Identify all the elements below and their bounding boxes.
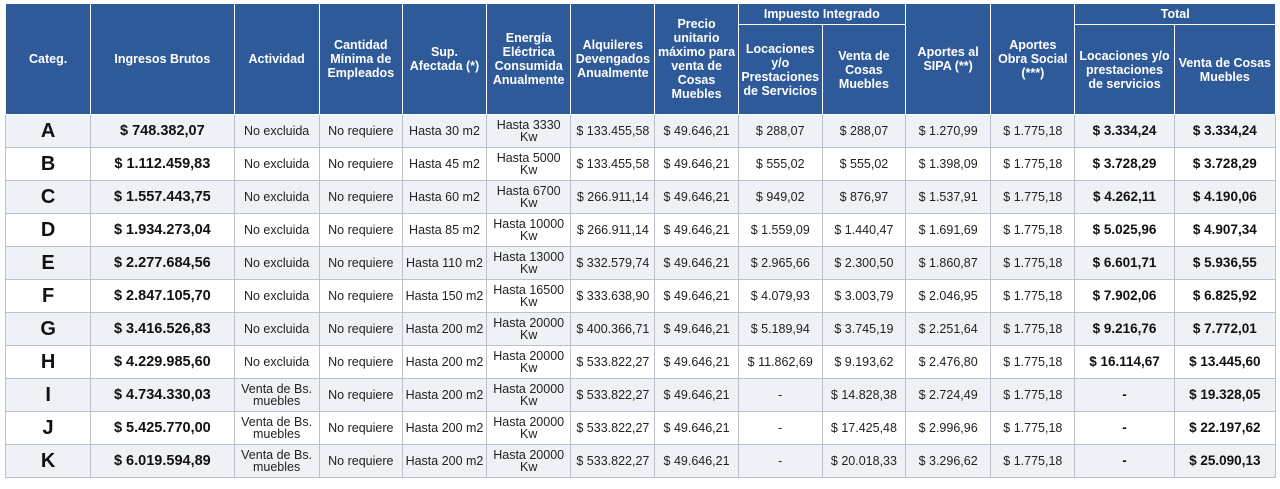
header-impuesto-integrado: Impuesto Integrado: [738, 4, 905, 25]
cell-precio: $ 49.646,21: [655, 280, 738, 313]
cell-sipa: $ 1.691,69: [906, 214, 991, 247]
cell-tot-venta: $ 13.445,60: [1174, 346, 1275, 379]
cell-categoria: B: [6, 148, 91, 181]
cell-precio: $ 49.646,21: [655, 313, 738, 346]
cell-tot-locaciones: -: [1075, 445, 1174, 478]
cell-categoria: D: [6, 214, 91, 247]
cell-tot-venta: $ 22.197,62: [1174, 412, 1275, 445]
cell-ingresos: $ 1.934.273,04: [91, 214, 234, 247]
cell-ingresos: $ 4.734.330,03: [91, 379, 234, 412]
cell-imp-locaciones: -: [738, 412, 822, 445]
cell-obra-social: $ 1.775,18: [991, 313, 1075, 346]
cell-actividad: Venta de Bs. muebles: [234, 412, 319, 445]
cell-obra-social: $ 1.775,18: [991, 379, 1075, 412]
cell-imp-venta: $ 2.300,50: [822, 247, 905, 280]
cell-empleados: No requiere: [319, 181, 402, 214]
cell-tot-locaciones: $ 6.601,71: [1075, 247, 1174, 280]
cell-actividad: No excluida: [234, 148, 319, 181]
table-row: [6, 115, 1276, 148]
cell-actividad: No excluida: [234, 280, 319, 313]
cell-categoria: C: [6, 181, 91, 214]
cell-ingresos: $ 1.112.459,83: [91, 148, 234, 181]
cell-sipa: $ 1.537,91: [906, 181, 991, 214]
cell-energia: Hasta 3330 Kw: [487, 115, 571, 148]
cell-obra-social: $ 1.775,18: [991, 346, 1075, 379]
header-imp-venta: Venta de Cosas Muebles: [822, 25, 905, 115]
cell-tot-venta: $ 7.772,01: [1174, 313, 1275, 346]
cell-ingresos: $ 4.229.985,60: [91, 346, 234, 379]
table-row: [6, 214, 1276, 247]
cell-categoria: F: [6, 280, 91, 313]
cell-ingresos: $ 6.019.594,89: [91, 445, 234, 478]
cell-energia: Hasta 20000 Kw: [487, 313, 571, 346]
cell-energia: Hasta 6700 Kw: [487, 181, 571, 214]
cell-ingresos: $ 748.382,07: [91, 115, 234, 148]
cell-categoria: J: [6, 412, 91, 445]
cell-precio: $ 49.646,21: [655, 181, 738, 214]
header-tot-venta: Venta de Cosas Muebles: [1174, 25, 1275, 115]
cell-tot-venta: $ 25.090,13: [1174, 445, 1275, 478]
cell-imp-venta: $ 1.440,47: [822, 214, 905, 247]
cell-empleados: No requiere: [319, 115, 402, 148]
cell-imp-venta: $ 555,02: [822, 148, 905, 181]
cell-alquileres: $ 533.822,27: [571, 445, 655, 478]
cell-tot-locaciones: $ 3.334,24: [1075, 115, 1174, 148]
cell-actividad: No excluida: [234, 313, 319, 346]
cell-sipa: $ 3.296,62: [906, 445, 991, 478]
cell-sipa: $ 1.270,99: [906, 115, 991, 148]
cell-imp-venta: $ 3.745,19: [822, 313, 905, 346]
header-precio: Precio unitario máximo para venta de Cosas Muebles: [655, 4, 738, 115]
cell-alquileres: $ 266.911,14: [571, 181, 655, 214]
cell-superficie: Hasta 30 m2: [402, 115, 486, 148]
cell-superficie: Hasta 45 m2: [402, 148, 486, 181]
cell-alquileres: $ 266.911,14: [571, 214, 655, 247]
table-row: [6, 379, 1276, 412]
cell-tot-locaciones: $ 3.728,29: [1075, 148, 1174, 181]
cell-empleados: No requiere: [319, 412, 402, 445]
cell-empleados: No requiere: [319, 148, 402, 181]
cell-imp-venta: $ 3.003,79: [822, 280, 905, 313]
cell-sipa: $ 2.724,49: [906, 379, 991, 412]
cell-tot-locaciones: -: [1075, 412, 1174, 445]
cell-obra-social: $ 1.775,18: [991, 115, 1075, 148]
cell-imp-venta: $ 14.828,38: [822, 379, 905, 412]
cell-empleados: No requiere: [319, 247, 402, 280]
header-total: Total: [1075, 4, 1276, 25]
cell-alquileres: $ 133.455,58: [571, 148, 655, 181]
cell-categoria: K: [6, 445, 91, 478]
cell-superficie: Hasta 200 m2: [402, 379, 486, 412]
cell-alquileres: $ 332.579,74: [571, 247, 655, 280]
cell-tot-locaciones: $ 4.262,11: [1075, 181, 1174, 214]
cell-ingresos: $ 2.847.105,70: [91, 280, 234, 313]
table-row: [6, 313, 1276, 346]
header-ingresos: Ingresos Brutos: [91, 4, 234, 115]
cell-energia: Hasta 5000 Kw: [487, 148, 571, 181]
cell-actividad: Venta de Bs. muebles: [234, 445, 319, 478]
cell-obra-social: $ 1.775,18: [991, 148, 1075, 181]
cell-actividad: No excluida: [234, 247, 319, 280]
table-body: [6, 115, 1276, 478]
cell-superficie: Hasta 85 m2: [402, 214, 486, 247]
cell-sipa: $ 1.860,87: [906, 247, 991, 280]
cell-imp-locaciones: -: [738, 445, 822, 478]
cell-energia: Hasta 10000 Kw: [487, 214, 571, 247]
cell-tot-venta: $ 3.728,29: [1174, 148, 1275, 181]
cell-superficie: Hasta 60 m2: [402, 181, 486, 214]
cell-energia: Hasta 20000 Kw: [487, 412, 571, 445]
cell-precio: $ 49.646,21: [655, 445, 738, 478]
cell-actividad: No excluida: [234, 214, 319, 247]
cell-alquileres: $ 533.822,27: [571, 379, 655, 412]
table-row: [6, 346, 1276, 379]
monotributo-table: [5, 3, 1276, 478]
cell-superficie: Hasta 110 m2: [402, 247, 486, 280]
cell-imp-venta: $ 876,97: [822, 181, 905, 214]
cell-imp-locaciones: $ 5.189,94: [738, 313, 822, 346]
cell-categoria: G: [6, 313, 91, 346]
cell-precio: $ 49.646,21: [655, 412, 738, 445]
cell-precio: $ 49.646,21: [655, 115, 738, 148]
cell-tot-venta: $ 6.825,92: [1174, 280, 1275, 313]
cell-empleados: No requiere: [319, 346, 402, 379]
cell-alquileres: $ 533.822,27: [571, 412, 655, 445]
table-header: [6, 4, 1276, 115]
cell-categoria: E: [6, 247, 91, 280]
cell-tot-locaciones: $ 7.902,06: [1075, 280, 1174, 313]
cell-actividad: Venta de Bs. muebles: [234, 379, 319, 412]
header-alquileres: Alquileres Devengados Anualmente: [571, 4, 655, 115]
table-row: [6, 247, 1276, 280]
cell-sipa: $ 2.476,80: [906, 346, 991, 379]
cell-imp-locaciones: $ 288,07: [738, 115, 822, 148]
cell-tot-locaciones: $ 9.216,76: [1075, 313, 1174, 346]
cell-energia: Hasta 20000 Kw: [487, 346, 571, 379]
cell-empleados: No requiere: [319, 445, 402, 478]
cell-obra-social: $ 1.775,18: [991, 280, 1075, 313]
cell-tot-venta: $ 4.907,34: [1174, 214, 1275, 247]
cell-obra-social: $ 1.775,18: [991, 214, 1075, 247]
cell-sipa: $ 1.398,09: [906, 148, 991, 181]
cell-imp-venta: $ 20.018,33: [822, 445, 905, 478]
cell-superficie: Hasta 200 m2: [402, 313, 486, 346]
cell-superficie: Hasta 200 m2: [402, 412, 486, 445]
cell-ingresos: $ 1.557.443,75: [91, 181, 234, 214]
cell-imp-venta: $ 288,07: [822, 115, 905, 148]
header-superficie: Sup. Afectada (*): [402, 4, 486, 115]
cell-alquileres: $ 133.455,58: [571, 115, 655, 148]
header-empleados: Cantidad Mínima de Empleados: [319, 4, 402, 115]
cell-empleados: No requiere: [319, 313, 402, 346]
cell-empleados: No requiere: [319, 280, 402, 313]
header-imp-locaciones: Locaciones y/o Prestaciones de Servicios: [738, 25, 822, 115]
cell-alquileres: $ 400.366,71: [571, 313, 655, 346]
table-row: [6, 280, 1276, 313]
cell-precio: $ 49.646,21: [655, 346, 738, 379]
table-row: [6, 148, 1276, 181]
cell-precio: $ 49.646,21: [655, 247, 738, 280]
cell-actividad: No excluida: [234, 115, 319, 148]
cell-superficie: Hasta 200 m2: [402, 445, 486, 478]
cell-imp-locaciones: $ 555,02: [738, 148, 822, 181]
cell-imp-locaciones: $ 949,02: [738, 181, 822, 214]
cell-tot-locaciones: $ 5.025,96: [1075, 214, 1174, 247]
cell-imp-locaciones: $ 1.559,09: [738, 214, 822, 247]
cell-energia: Hasta 13000 Kw: [487, 247, 571, 280]
cell-empleados: No requiere: [319, 379, 402, 412]
cell-imp-locaciones: -: [738, 379, 822, 412]
table-row: [6, 181, 1276, 214]
cell-tot-locaciones: -: [1075, 379, 1174, 412]
header-sipa: Aportes al SIPA (**): [906, 4, 991, 115]
cell-energia: Hasta 20000 Kw: [487, 445, 571, 478]
cell-sipa: $ 2.046,95: [906, 280, 991, 313]
cell-tot-venta: $ 3.334,24: [1174, 115, 1275, 148]
cell-ingresos: $ 2.277.684,56: [91, 247, 234, 280]
cell-obra-social: $ 1.775,18: [991, 445, 1075, 478]
cell-categoria: A: [6, 115, 91, 148]
cell-categoria: I: [6, 379, 91, 412]
cell-ingresos: $ 5.425.770,00: [91, 412, 234, 445]
cell-actividad: No excluida: [234, 181, 319, 214]
cell-obra-social: $ 1.775,18: [991, 412, 1075, 445]
cell-alquileres: $ 533.822,27: [571, 346, 655, 379]
cell-energia: Hasta 16500 Kw: [487, 280, 571, 313]
cell-imp-locaciones: $ 4.079,93: [738, 280, 822, 313]
cell-superficie: Hasta 200 m2: [402, 346, 486, 379]
cell-precio: $ 49.646,21: [655, 214, 738, 247]
cell-tot-venta: $ 4.190,06: [1174, 181, 1275, 214]
cell-actividad: No excluida: [234, 346, 319, 379]
header-obra-social: Aportes Obra Social (***): [991, 4, 1075, 115]
header-energia: Energía Eléctrica Consumida Anualmente: [487, 4, 571, 115]
cell-obra-social: $ 1.775,18: [991, 247, 1075, 280]
cell-alquileres: $ 333.638,90: [571, 280, 655, 313]
cell-tot-venta: $ 5.936,55: [1174, 247, 1275, 280]
cell-empleados: No requiere: [319, 214, 402, 247]
header-tot-locaciones: Locaciones y/o prestaciones de servicios: [1075, 25, 1174, 115]
cell-obra-social: $ 1.775,18: [991, 181, 1075, 214]
cell-ingresos: $ 3.416.526,83: [91, 313, 234, 346]
cell-sipa: $ 2.996,96: [906, 412, 991, 445]
header-actividad: Actividad: [234, 4, 319, 115]
cell-energia: Hasta 20000 Kw: [487, 379, 571, 412]
header-categ: Categ.: [6, 4, 91, 115]
table-row: [6, 412, 1276, 445]
cell-tot-venta: $ 19.328,05: [1174, 379, 1275, 412]
cell-superficie: Hasta 150 m2: [402, 280, 486, 313]
cell-precio: $ 49.646,21: [655, 379, 738, 412]
cell-categoria: H: [6, 346, 91, 379]
cell-sipa: $ 2.251,64: [906, 313, 991, 346]
cell-imp-locaciones: $ 2.965,66: [738, 247, 822, 280]
table-row: [6, 445, 1276, 478]
cell-imp-venta: $ 9.193,62: [822, 346, 905, 379]
cell-tot-locaciones: $ 16.114,67: [1075, 346, 1174, 379]
cell-imp-venta: $ 17.425,48: [822, 412, 905, 445]
cell-imp-locaciones: $ 11.862,69: [738, 346, 822, 379]
cell-precio: $ 49.646,21: [655, 148, 738, 181]
